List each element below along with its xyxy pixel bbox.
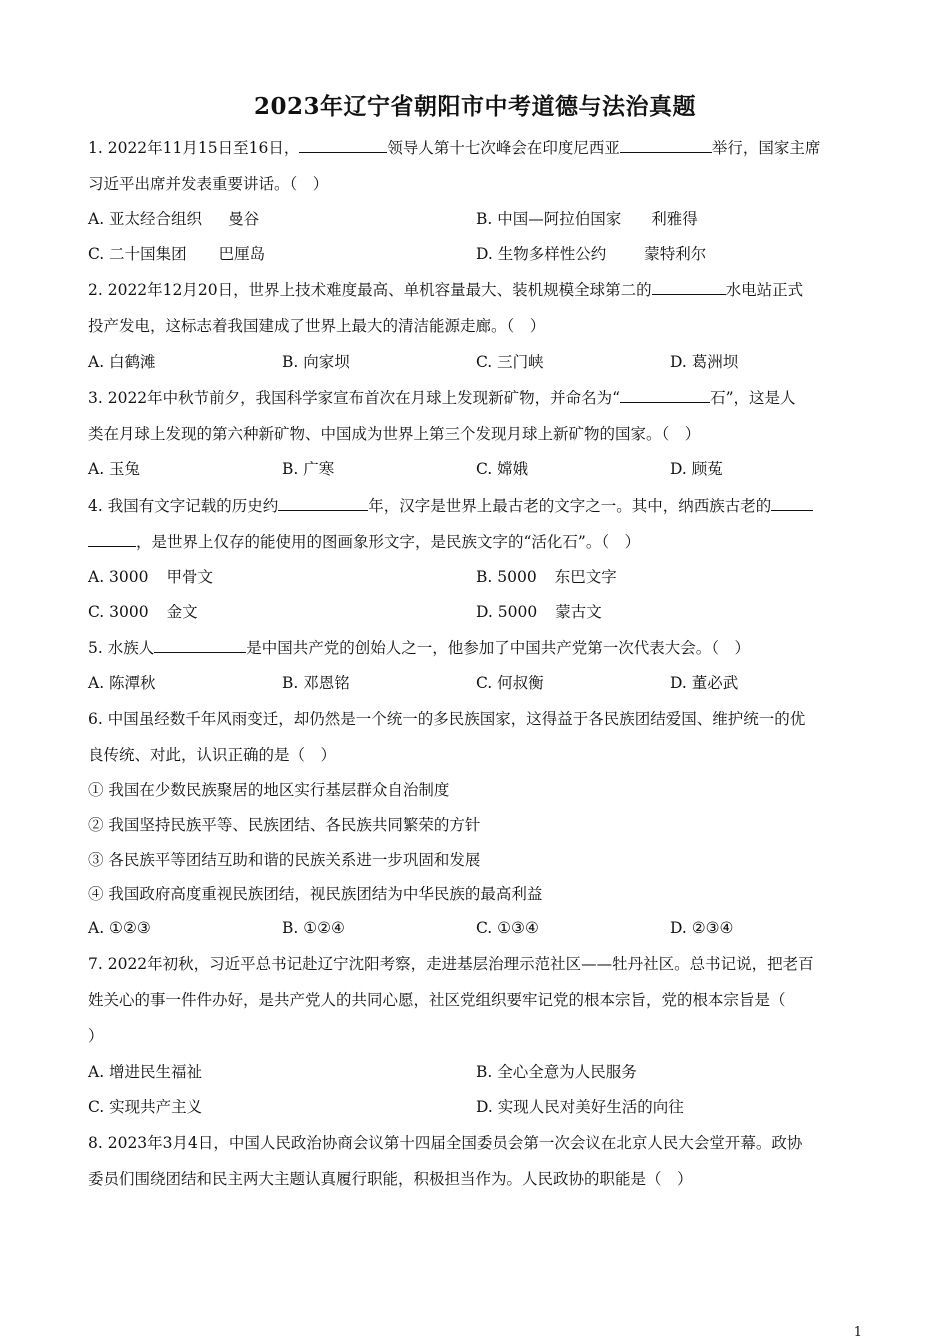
q3-line1: 3. 2022年中秋节前夕，我国科学家宣布首次在月球上发现新矿物，并命名为“ 石”，这是人 [88,389,796,407]
q3-option-d: D. 顾菟 [670,460,723,478]
q1-option-c: C. 二十国集团 巴厘岛 [88,245,266,263]
q6-item-3: ③ 各民族平等团结互助和谐的民族关系进一步巩固和发展 [88,851,481,869]
q1-option-d: D. 生物多样性公约 蒙特利尔 [476,245,707,263]
q2-line1: 2. 2022年12月20日，世界上技术难度最高、单机容量最大、装机规模全球第二的 水电站正式 [88,281,804,299]
answer-blank [771,496,813,511]
q4-option-b: B. 5000 东巴文字 [476,568,617,586]
q4-option-c: C. 3000 金文 [88,603,198,621]
q8-line1: 8. 2023年3月4日，中国人民政治协商会议第十四届全国委员会第一次会议在北京人民大会堂开幕。政协 [88,1134,803,1152]
answer-blank [620,138,712,153]
q3-line2: 类在月球上发现的第六种新矿物、中国成为世界上第三个发现月球上新矿物的国家。（ ） [88,425,701,443]
q4-option-a: A. 3000 甲骨文 [88,568,214,586]
answer-blank [620,388,710,403]
answer-blank [154,638,246,653]
q6-line2: 良传统、对此，认识正确的是（ ） [88,746,337,764]
q1-option-b: B. 中国—阿拉伯国家 利雅得 [476,210,698,228]
q6-option-d: D. ②③④ [670,919,734,937]
q5-option-b: B. 邓恩铭 [282,674,350,692]
q3-option-a: A. 玉兔 [88,460,141,478]
q4-line1: 4. 我国有文字记载的历史约 年，汉字是世界上最古老的文字之一。其中，纳西族古老的 [88,496,813,516]
page-number: 1 [853,1325,862,1340]
q6-item-1: ① 我国在少数民族聚居的地区实行基层群众自治制度 [88,781,450,799]
q5-option-d: D. 董必武 [670,674,739,692]
answer-blank [299,138,387,153]
q5-option-c: C. 何叔衡 [476,674,544,692]
q7-line2: 姓关心的事一件件办好，是共产党人的共同心愿，社区党组织要牢记党的根本宗旨，党的根本宗旨是（ [88,991,786,1009]
q2-option-b: B. 向家坝 [282,353,350,371]
q6-item-2: ② 我国坚持民族平等、民族团结、各民族共同繁荣的方针 [88,816,481,834]
answer-blank [652,280,726,295]
q4-option-d: D. 5000 蒙古文 [476,603,602,621]
q7-option-c: C. 实现共产主义 [88,1098,203,1116]
q6-option-c: C. ①③④ [476,919,539,937]
q3-option-c: C. 嫦娥 [476,460,529,478]
q6-item-4: ④ 我国政府高度重视民族团结，视民族团结为中华民族的最高利益 [88,885,543,903]
q2-option-a: A. 白鹤滩 [88,353,156,371]
q7-option-b: B. 全心全意为人民服务 [476,1063,637,1081]
q7-line1: 7. 2022年初秋，习近平总书记赴辽宁沈阳考察，走进基层治理示范社区——牡丹社区。总书记说，把老百 [88,955,814,973]
answer-blank [278,496,368,511]
q3-option-b: B. 广寒 [282,460,335,478]
page-title: 2023年辽宁省朝阳市中考道德与法治真题 [253,93,696,120]
q1-option-a: A. 亚太经合组织 曼谷 [88,210,260,228]
q2-line2: 投产发电，这标志着我国建成了世界上最大的清洁能源走廊。（ ） [88,317,546,335]
q1-line1: 1. 2022年11月15日至16日， 领导人第十七次峰会在印度尼西亚 举行，国家主席 [88,139,821,157]
q1-line2: 习近平出席并发表重要讲话。（ ） [88,175,329,193]
q6-line1: 6. 中国虽经数千年风雨变迁，却仍然是一个统一的多民族国家，这得益于各民族团结爱国、维护统一的优 [88,710,806,728]
q2-option-d: D. 葛洲坝 [670,353,739,371]
q5-line1: 5. 水族人 是中国共产党的创始人之一，他参加了中国共产党第一次代表大会。（ ） [88,639,750,657]
q7-option-d: D. 实现人民对美好生活的向往 [476,1098,684,1116]
q6-option-b: B. ①②④ [282,919,345,937]
q5-option-a: A. 陈潭秋 [88,674,156,692]
q4-line2: ，是世界上仅存的能使用的图画象形文字，是民族文字的“活化石”。（ ） [88,532,640,552]
q6-option-a: A. ①②③ [88,919,151,937]
answer-blank [88,532,136,547]
q2-option-c: C. 三门峡 [476,353,544,371]
q7-line3: ） [88,1027,104,1045]
q7-option-a: A. 增进民生福祉 [88,1063,203,1081]
q8-line2: 委员们围绕团结和民主两大主题认真履行职能，积极担当作为。人民政协的职能是（ ） [88,1170,693,1188]
